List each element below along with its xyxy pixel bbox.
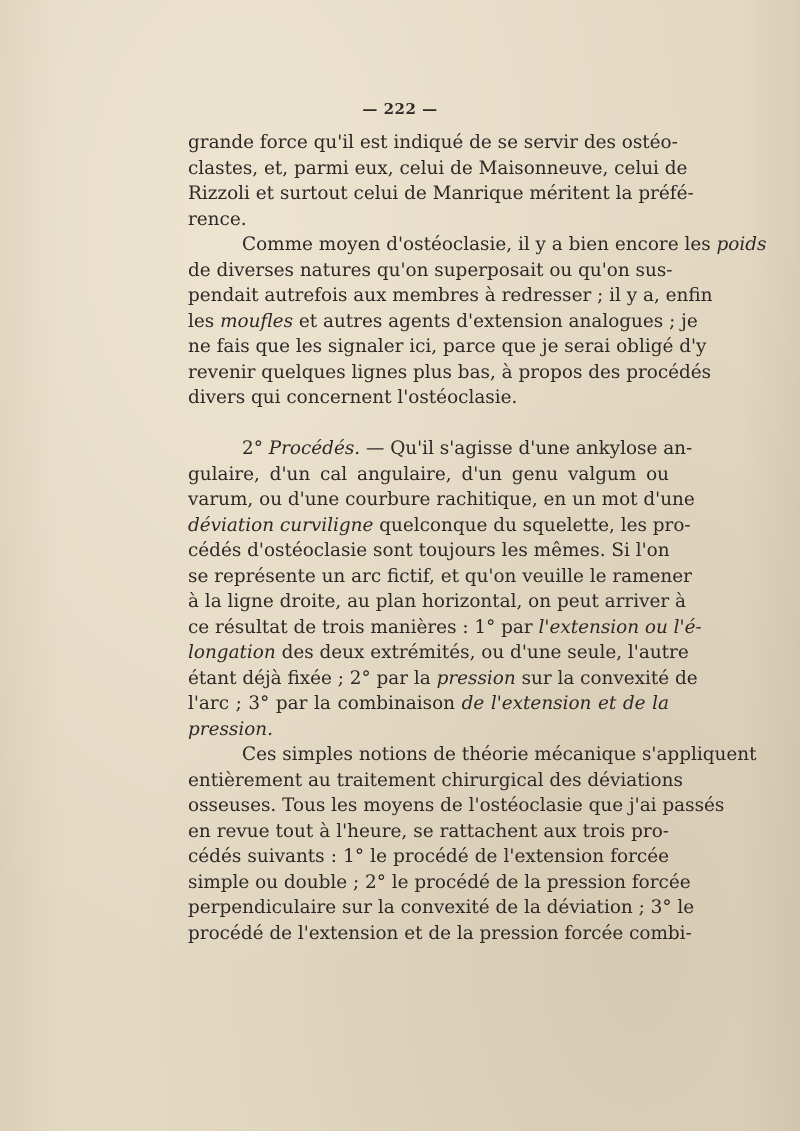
text-run: quelconque du squelette, les pro-	[373, 514, 691, 536]
text-run: étant déjà fixée ; 2° par la	[188, 667, 437, 689]
text-line: osseuses. Tous les moyens de l'ostéoclasie que j'ai passés	[188, 795, 725, 816]
text-line: de diverses natures qu'on superposait ou qu'on sus-	[188, 259, 673, 281]
text-line: à la ligne droite, au plan horizontal, on peut arriver à	[188, 591, 686, 612]
text-line: cédés d'ostéoclasie sont toujours les mêmes. Si l'on	[188, 540, 670, 561]
text-run: l'arc ; 3° par la combinaison	[188, 693, 462, 714]
text-run: — Qu'il s'agisse d'une ankylose an-	[360, 438, 693, 459]
text-line: entièrement au traitement chirurgical des déviations	[188, 769, 683, 791]
text-line	[188, 666, 698, 692]
text-line	[188, 640, 689, 666]
text-line	[188, 717, 669, 743]
text-line: perpendiculaire sur la convexité de la déviation ; 3° le	[188, 897, 695, 918]
italic-term: moufles	[220, 310, 294, 332]
text-line: grande force qu'il est indiqué de se servir des ostéo-	[188, 132, 678, 153]
text-run: des deux extrémités, ou d'une seule, l'autre	[275, 642, 689, 663]
text-line: cédés suivants : 1° le procédé de l'extension forcée	[188, 846, 669, 867]
text-line: Ces simples notions de théorie mécanique s'appliquent	[242, 744, 757, 765]
body-text	[188, 130, 767, 946]
text-run: 2°	[242, 438, 269, 459]
italic-term: poids	[716, 234, 767, 255]
page-number: — 222 —	[362, 100, 438, 118]
text-line: se représente un arc fictif, et qu'on veuille le ramener	[188, 565, 692, 587]
italic-term: pression.	[188, 718, 273, 740]
paragraph-gap	[188, 411, 669, 437]
text-line: pendait autrefois aux membres à redresser ; il y a, enfin	[188, 285, 713, 306]
text-line: divers qui concernent l'ostéoclasie.	[188, 387, 518, 408]
text-run: les	[188, 310, 221, 332]
text-line	[188, 691, 669, 717]
text-line	[188, 309, 698, 335]
text-line: clastes, et, parmi eux, celui de Maisonneuve, celui de	[188, 157, 688, 179]
italic-term: déviation curviligne	[188, 514, 374, 536]
text-line: ne fais que les signaler ici, parce que je serai obligé d'y	[188, 336, 707, 357]
italic-term: pression	[436, 667, 516, 689]
italic-term: l'extension ou l'é-	[538, 616, 702, 638]
text-line: Rizzoli et surtout celui de Manrique méritent la préfé-	[188, 183, 694, 204]
text-line	[188, 513, 691, 539]
text-line	[188, 436, 693, 462]
italic-term: de l'extension et de la	[461, 693, 669, 714]
text-line: procédé de l'extension et de la pression forcée combi-	[188, 922, 692, 944]
text-run: et autres agents d'extension analogues ; je	[293, 310, 698, 332]
text-line: varum, ou d'une courbure rachitique, en un mot d'une	[188, 489, 695, 510]
text-line	[188, 615, 702, 641]
text-run: Comme moyen d'ostéoclasie, il y a bien encore les	[242, 234, 717, 255]
text-line: revenir quelques lignes plus bas, à propos des procédés	[188, 361, 712, 383]
text-run: sur la convexité de	[515, 667, 698, 689]
text-run: ce résultat de trois manières : 1° par	[188, 616, 539, 638]
text-line	[188, 232, 767, 258]
text-line: gulaire, d'un cal angulaire, d'un genu valgum ou	[188, 463, 669, 485]
text-line: simple ou double ; 2° le procédé de la pression forcée	[188, 871, 691, 893]
text-line: rence.	[188, 208, 247, 230]
italic-term: Procédés.	[268, 438, 361, 459]
text-line: en revue tout à l'heure, se rattachent aux trois pro-	[188, 820, 669, 842]
italic-term: longation	[188, 642, 276, 663]
